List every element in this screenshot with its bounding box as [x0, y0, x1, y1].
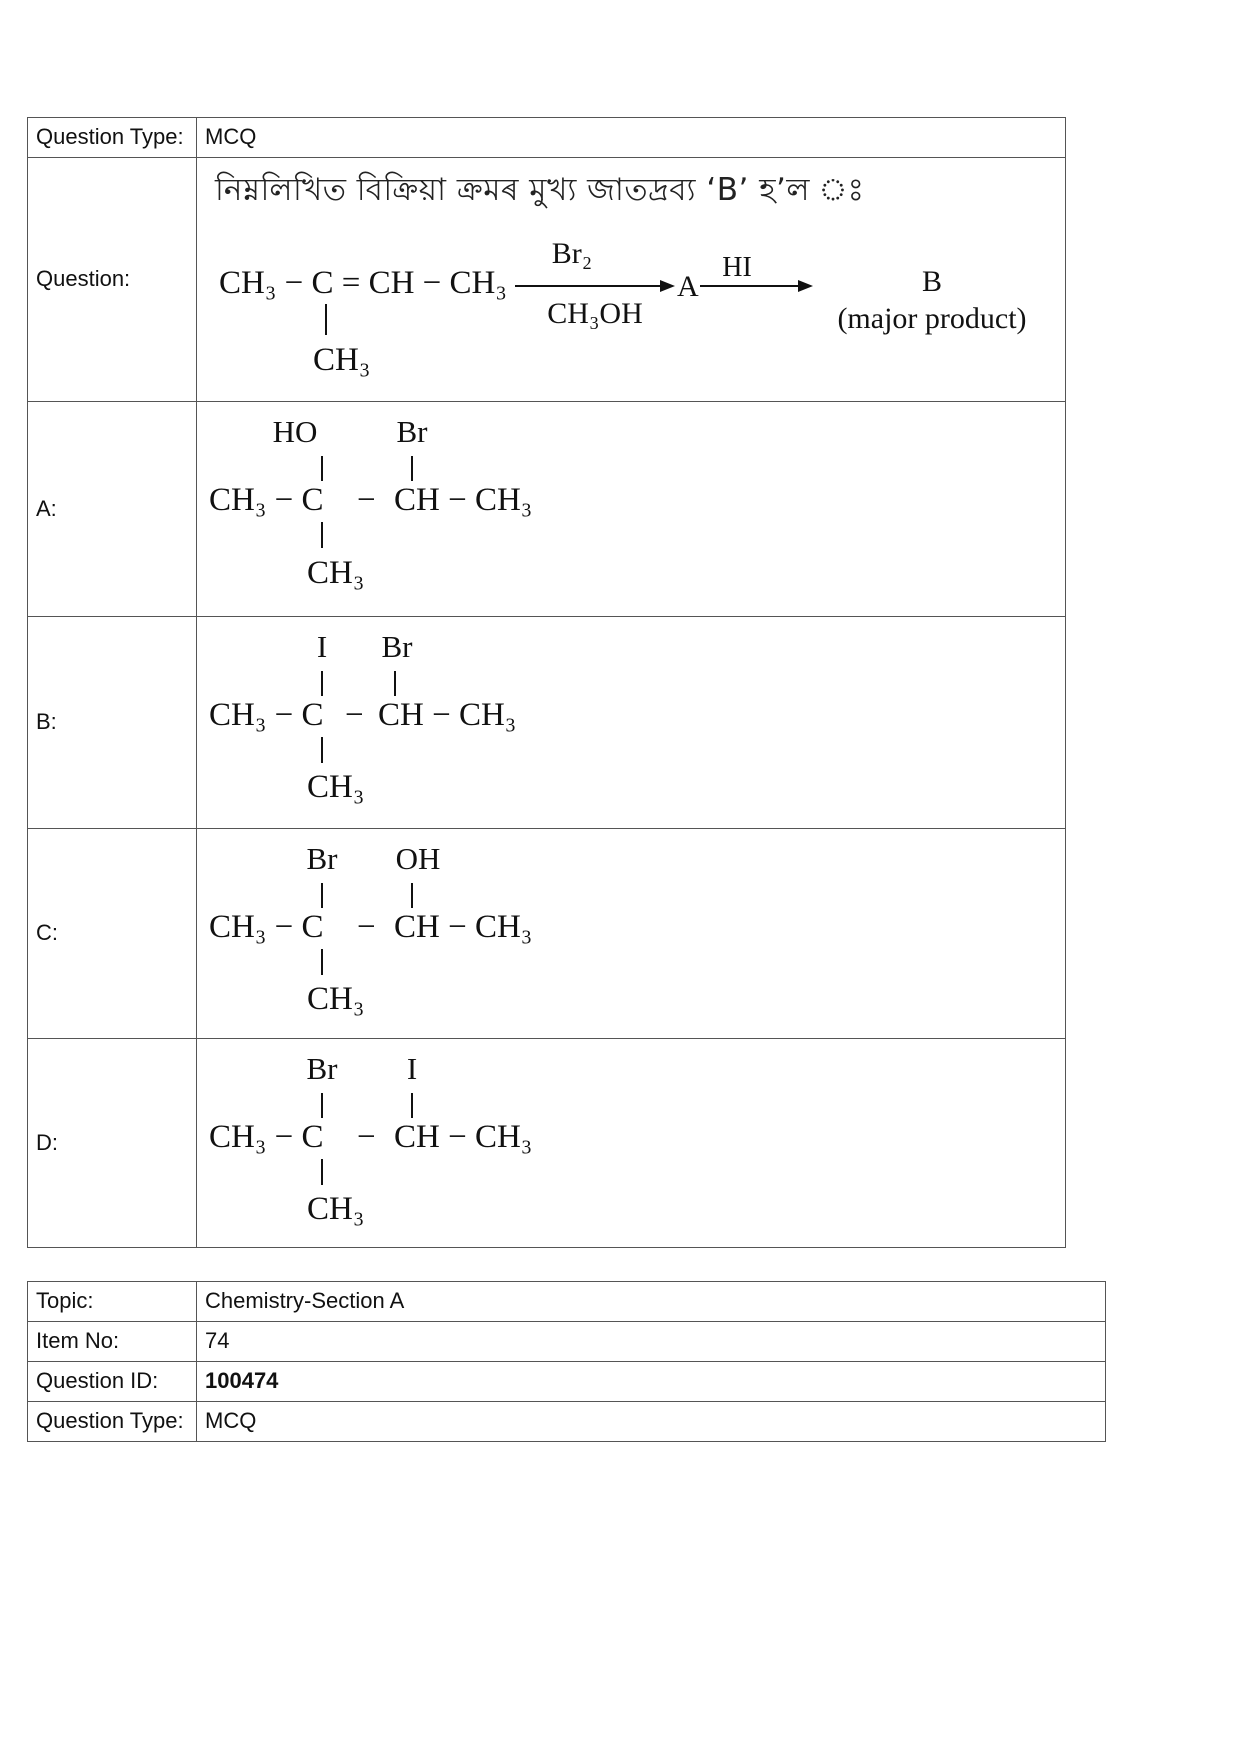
question-content [197, 158, 1066, 402]
option-label: D: [28, 1039, 197, 1248]
reagent-2-top: HI [722, 252, 752, 283]
option-row [28, 1039, 1066, 1248]
option-a-top-left: HO [272, 414, 318, 449]
option-a-right: CH − CH₃ [394, 482, 533, 518]
option-a-structure [197, 402, 797, 616]
option-d-structure [197, 1039, 797, 1247]
option-a-bottom: CH₃ [307, 555, 365, 591]
question-table [27, 117, 1066, 1248]
metadata-table [27, 1281, 1106, 1442]
reactant-main: CH₃ − C = CH − CH₃ [219, 265, 507, 301]
option-label: A: [28, 402, 197, 617]
option-a-dash: − [357, 482, 376, 518]
option-structure-cell [197, 1039, 1066, 1248]
question-id-label: Question ID: [28, 1362, 197, 1402]
reactant-branch: CH₃ [313, 342, 371, 378]
option-c-dash: − [357, 909, 376, 945]
option-structure-cell [197, 829, 1066, 1039]
intermediate-a: A [677, 270, 699, 303]
question-label: Question: [28, 158, 197, 402]
option-row [28, 829, 1066, 1039]
option-b-left: CH₃ − C [209, 697, 324, 733]
arrow-1-head [660, 280, 675, 292]
reaction-scheme [197, 158, 1057, 401]
option-structure-cell [197, 617, 1066, 829]
option-label: B: [28, 617, 197, 829]
option-c-left: CH₃ − C [209, 909, 324, 945]
option-d-left: CH₃ − C [209, 1119, 324, 1155]
option-d-top-left: Br [306, 1051, 338, 1086]
option-row [28, 617, 1066, 829]
option-row [28, 402, 1066, 617]
item-no-value: 74 [197, 1322, 1106, 1362]
option-a-top-right: Br [396, 414, 428, 449]
option-structure-cell [197, 402, 1066, 617]
option-d-right: CH − CH₃ [394, 1119, 533, 1155]
question-type-label: Question Type: [28, 118, 197, 158]
meta-question-type-value: MCQ [197, 1402, 1106, 1442]
topic-label: Topic: [28, 1282, 197, 1322]
reagent-1-top: Br₂ [551, 237, 593, 270]
option-label: C: [28, 829, 197, 1039]
product-note: (major product) [837, 302, 1027, 335]
option-c-bottom: CH₃ [307, 981, 365, 1017]
option-b-structure [197, 617, 797, 828]
option-b-right: CH − CH₃ [378, 697, 517, 733]
reagent-1-bottom: CH₃OH [547, 297, 643, 330]
option-c-top-right: OH [395, 841, 441, 876]
question-type-value: MCQ [197, 118, 1066, 158]
question-prompt: নিম্নলিখিত বিক্ৰিয়া ক্ৰমৰ মুখ্য জাতদ্ৰব্য ‘B’ হ’ল ঃ [215, 172, 865, 208]
option-c-right: CH − CH₃ [394, 909, 533, 945]
option-b-top-right: Br [381, 629, 413, 664]
option-d-dash: − [357, 1119, 376, 1155]
option-b-dash: − [345, 697, 364, 733]
option-c-structure [197, 829, 797, 1038]
option-d-top-right: I [406, 1051, 418, 1086]
option-c-top-left: Br [306, 841, 338, 876]
option-a-left: CH₃ − C [209, 482, 324, 518]
option-d-bottom: CH₃ [307, 1191, 365, 1227]
item-no-label: Item No: [28, 1322, 197, 1362]
product-b: B [921, 265, 943, 298]
option-b-bottom: CH₃ [307, 769, 365, 805]
question-id-value: 100474 [197, 1362, 1106, 1402]
option-b-top-left: I [316, 629, 328, 664]
arrow-2-head [798, 280, 813, 292]
topic-value: Chemistry-Section A [197, 1282, 1106, 1322]
meta-question-type-label: Question Type: [28, 1402, 197, 1442]
